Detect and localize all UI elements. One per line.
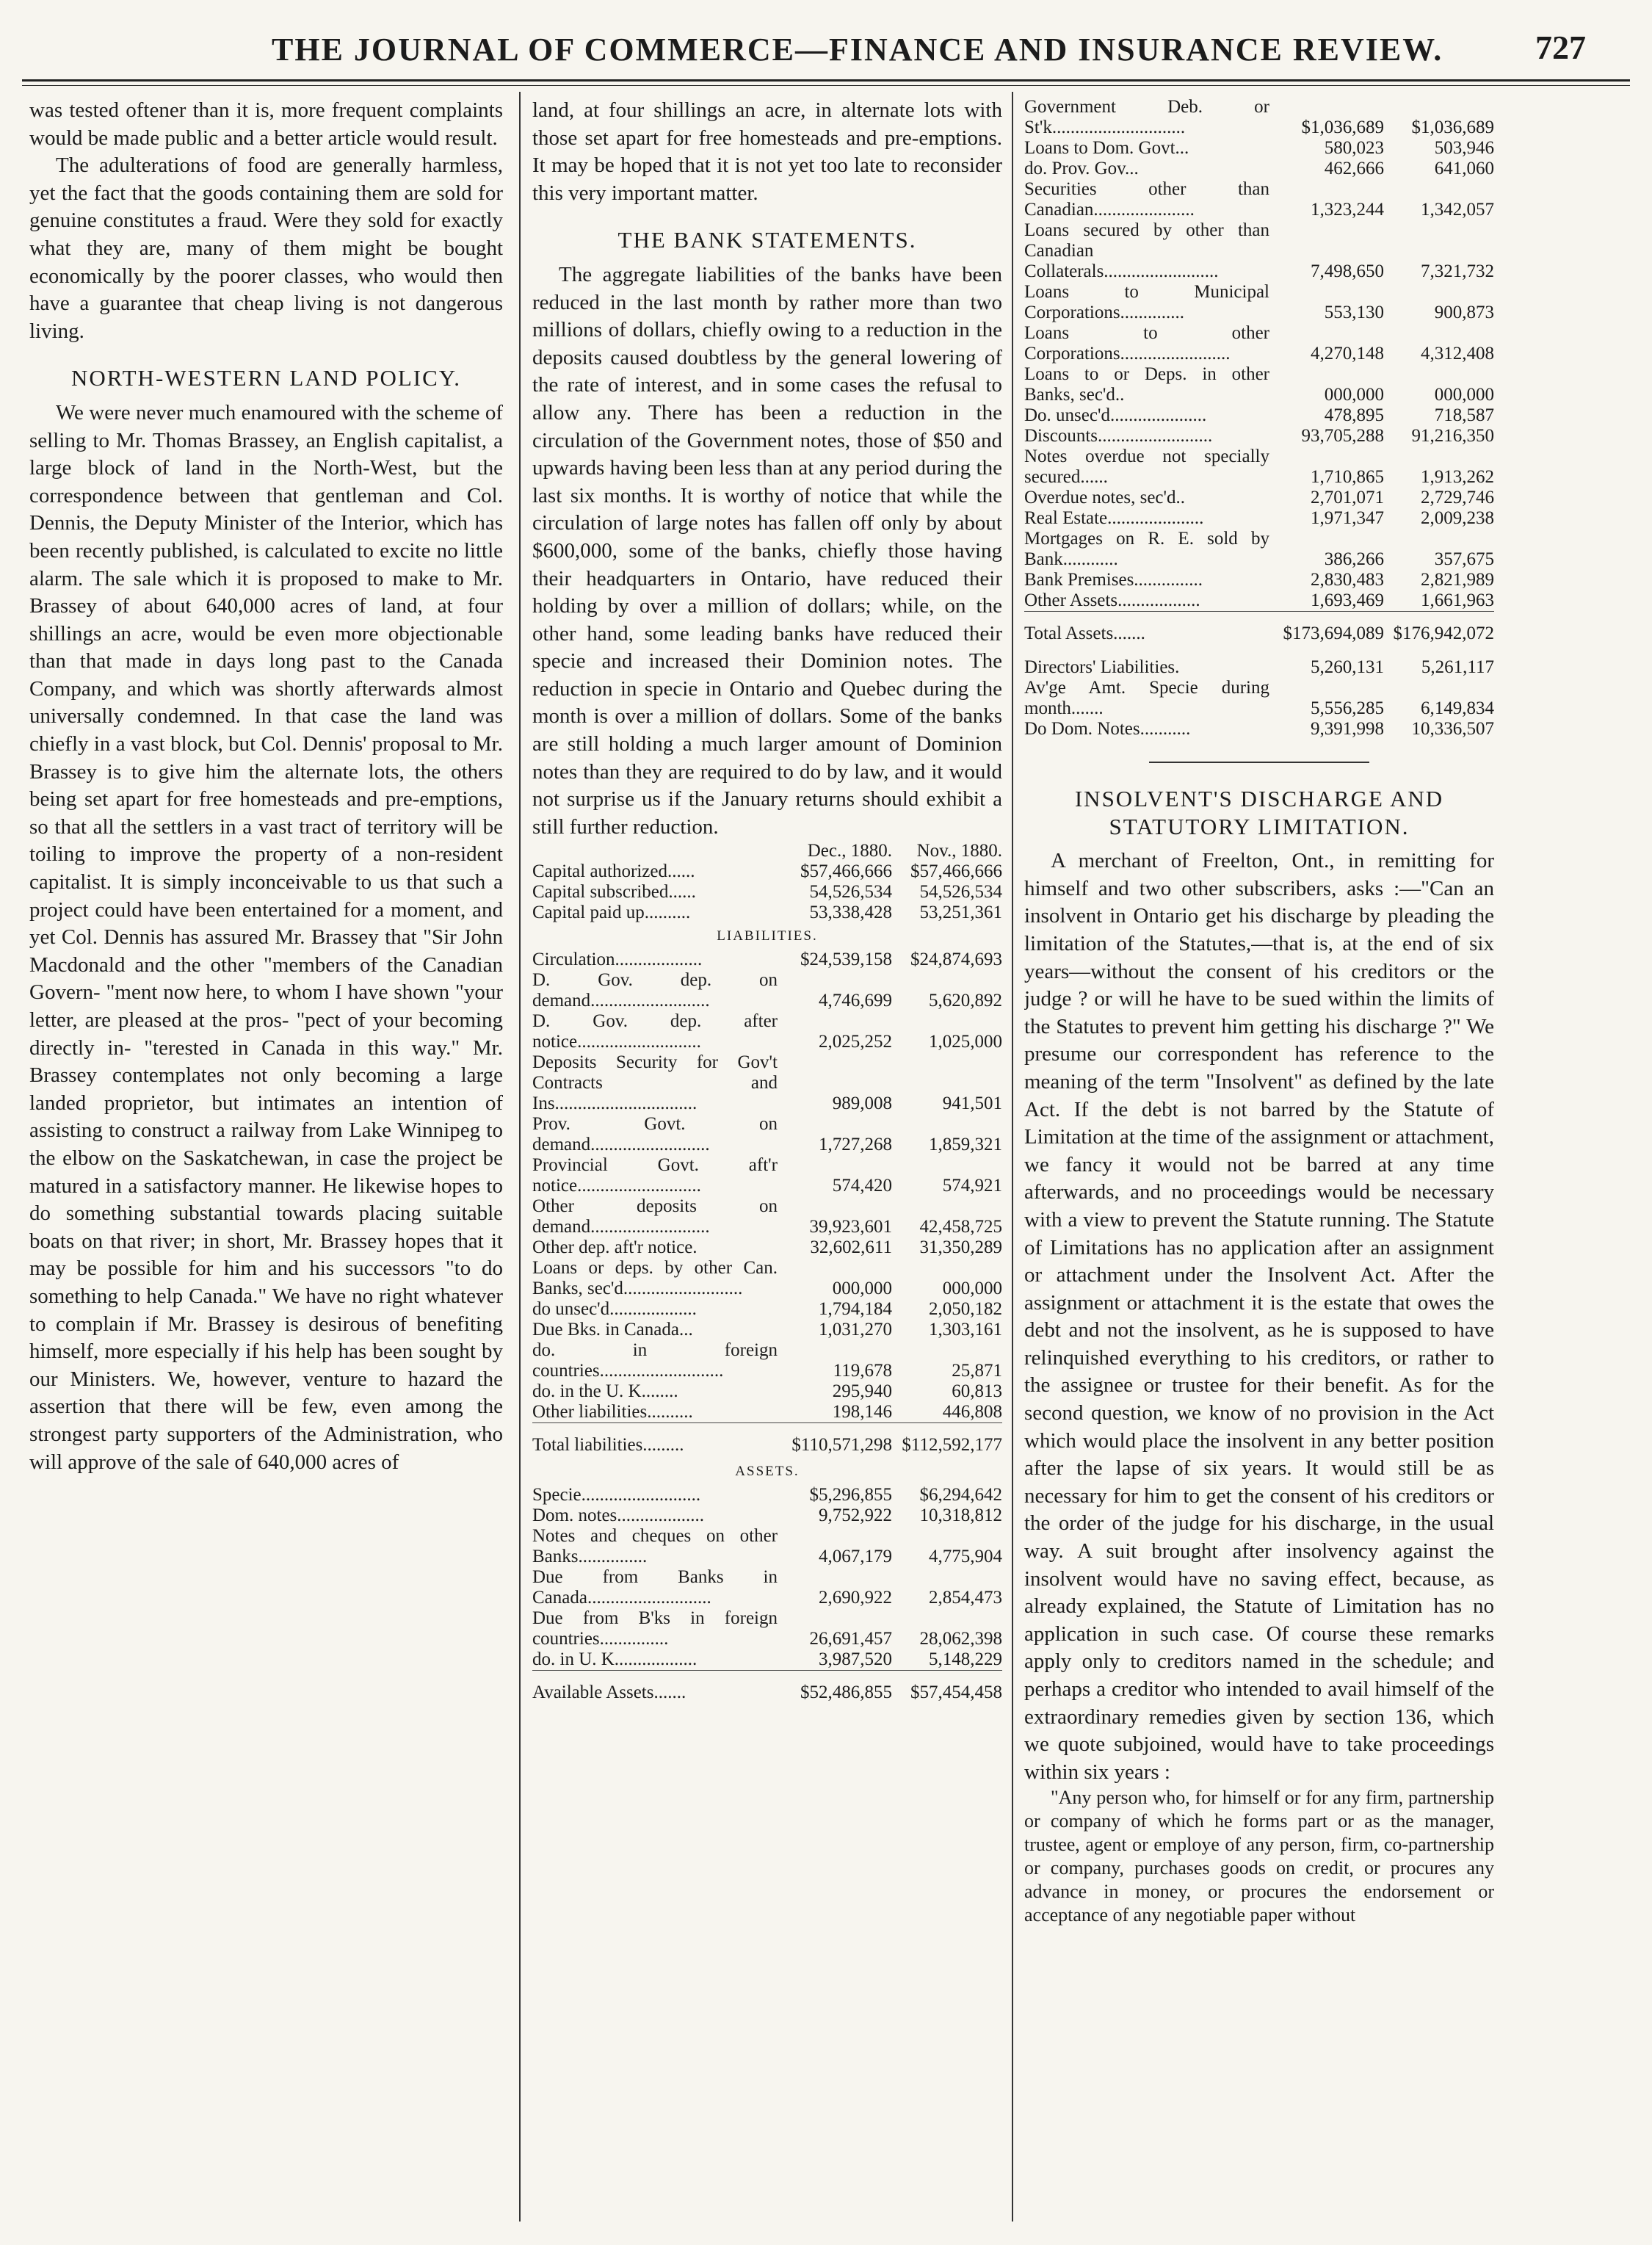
row-label: Government Deb. or St'k............................. bbox=[1024, 97, 1269, 137]
journal-title: THE JOURNAL OF COMMERCE—FINANCE AND INSURANCE REVIEW. bbox=[272, 32, 1443, 68]
value-nov: 91,216,350 bbox=[1411, 426, 1494, 446]
liabilities-heading: LIABILITIES. bbox=[717, 928, 818, 944]
column-1 bbox=[29, 97, 503, 2219]
value-nov: 446,808 bbox=[942, 1402, 1002, 1422]
value-dec: 3,987,520 bbox=[819, 1649, 892, 1670]
page-number: 727 bbox=[1535, 29, 1586, 66]
table-row bbox=[532, 1114, 1002, 1155]
row-label: Do Dom. Notes........... bbox=[1024, 719, 1191, 739]
value-dec: 4,270,148 bbox=[1311, 344, 1384, 364]
column-3 bbox=[1024, 97, 1494, 2219]
value-dec: 4,746,699 bbox=[819, 991, 892, 1011]
table-row bbox=[1024, 364, 1494, 405]
row-label: Prov. Govt. on demand.......................... bbox=[532, 1114, 778, 1155]
value-nov: 4,775,904 bbox=[929, 1547, 1002, 1567]
table-row bbox=[532, 1608, 1002, 1649]
row-label: Dom. notes................... bbox=[532, 1505, 705, 1526]
value-nov: 2,729,746 bbox=[1421, 488, 1494, 507]
value-dec: 553,130 bbox=[1324, 303, 1384, 322]
table-row bbox=[532, 1485, 1002, 1505]
table-row bbox=[532, 1155, 1002, 1196]
value-nov: 941,501 bbox=[942, 1093, 1002, 1114]
value-dec: 295,940 bbox=[832, 1381, 892, 1402]
row-label: D. Gov. dep. on demand.......................... bbox=[532, 970, 778, 1011]
value-nov: $6,294,642 bbox=[919, 1485, 1002, 1505]
value-nov: 1,859,321 bbox=[929, 1135, 1002, 1155]
asset-rows-a bbox=[532, 1485, 1002, 1671]
bank-statements-heading: THE BANK STATEMENTS. bbox=[617, 227, 917, 253]
table-row bbox=[1024, 447, 1494, 488]
row-label: Loans to other Corporations........................ bbox=[1024, 323, 1269, 364]
value-nov: 7,321,732 bbox=[1421, 261, 1494, 281]
table-row bbox=[532, 1381, 1002, 1402]
value-dec: 5,556,285 bbox=[1311, 698, 1384, 718]
row-label: Av'ge Amt. Specie during month....... bbox=[1024, 678, 1269, 718]
value-nov: 2,854,473 bbox=[929, 1588, 1002, 1608]
table-row bbox=[532, 1526, 1002, 1567]
value-dec: 478,895 bbox=[1324, 405, 1384, 425]
row-label: Loans or deps. by other Can. Banks, sec'd.......................... bbox=[532, 1258, 778, 1299]
value-dec: 1,693,469 bbox=[1311, 590, 1384, 610]
table-row bbox=[1024, 159, 1494, 179]
table-row bbox=[1024, 220, 1494, 282]
table-row bbox=[532, 1258, 1002, 1299]
value-dec: 580,023 bbox=[1324, 138, 1384, 158]
row-label: do. in U. K.................. bbox=[532, 1649, 698, 1670]
table-row bbox=[1024, 405, 1494, 426]
value-dec: 26,691,457 bbox=[809, 1629, 892, 1649]
value-nov: 42,458,725 bbox=[919, 1217, 1002, 1237]
value-dec: 1,794,184 bbox=[819, 1299, 892, 1320]
value-dec: 9,752,922 bbox=[819, 1505, 892, 1526]
table-column-headers bbox=[532, 841, 1002, 861]
value-nov: 2,821,989 bbox=[1421, 570, 1494, 590]
row-label: Due Bks. in Canada... bbox=[532, 1320, 693, 1340]
table-row bbox=[1024, 529, 1494, 570]
value-dec: 32,602,611 bbox=[810, 1237, 892, 1258]
row-label: Capital paid up.......... bbox=[532, 903, 691, 923]
value-dec: 119,678 bbox=[833, 1361, 892, 1381]
table-row bbox=[532, 1237, 1002, 1258]
table-row bbox=[532, 970, 1002, 1011]
row-label: Deposits Security for Gov't Contracts and Ins............................... bbox=[532, 1052, 778, 1114]
table-row bbox=[1024, 657, 1494, 678]
value-dec: 4,067,179 bbox=[819, 1547, 892, 1567]
extra-rows bbox=[1024, 657, 1494, 740]
value-nov: 900,873 bbox=[1434, 303, 1494, 322]
value-dec: 93,705,288 bbox=[1301, 426, 1384, 446]
adulteration-paragraph: The adulterations of food are generally harmless, yet the fact that the goods containing them are sold for genuine constitutes a fraud. Were they sold for exactly what they are, many of them might be bought economically by the poorer classes, who would then have a guarantee that cheap living is not dangerous living. bbox=[29, 153, 503, 343]
value-dec: $24,539,158 bbox=[800, 950, 892, 970]
row-label: do unsec'd................... bbox=[532, 1299, 697, 1320]
insolvent-heading: INSOLVENT'S DISCHARGE AND STATUTORY LIMITATION. bbox=[1074, 786, 1444, 839]
row-label: Other liabilities.......... bbox=[532, 1402, 693, 1422]
value-nov: $57,466,666 bbox=[910, 861, 1002, 882]
table-row bbox=[532, 861, 1002, 882]
bank-statement-table bbox=[532, 841, 1002, 1706]
table-row bbox=[532, 1052, 1002, 1114]
table-row bbox=[532, 1402, 1002, 1423]
value-dec: 1,031,270 bbox=[819, 1320, 892, 1340]
value-dec: 1,971,347 bbox=[1311, 508, 1384, 528]
value-dec: 989,008 bbox=[832, 1093, 892, 1114]
table-row bbox=[532, 950, 1002, 970]
value-dec: 1,710,865 bbox=[1311, 467, 1384, 487]
row-label: Securities other than Canadian...................... bbox=[1024, 179, 1269, 220]
value-dec: 000,000 bbox=[832, 1279, 892, 1299]
row-label: Loans to or Deps. in other Banks, sec'd.. bbox=[1024, 364, 1269, 405]
value-dec: $57,466,666 bbox=[800, 861, 892, 882]
value-nov: $24,874,693 bbox=[910, 950, 1002, 970]
table-row bbox=[532, 1011, 1002, 1052]
table-row bbox=[1024, 323, 1494, 364]
column-divider-2 bbox=[1012, 92, 1013, 2221]
value-nov: 2,050,182 bbox=[929, 1299, 1002, 1320]
row-label: Mortgages on R. E. sold by Bank............ bbox=[1024, 529, 1269, 569]
row-label: Other Assets.................. bbox=[1024, 590, 1200, 610]
row-label: do. in the U. K........ bbox=[532, 1381, 678, 1402]
value-nov: 357,675 bbox=[1434, 549, 1494, 569]
value-dec: 574,420 bbox=[832, 1176, 892, 1196]
column-nov-1880: Nov., 1880. bbox=[916, 841, 1002, 861]
capital-rows bbox=[532, 861, 1002, 923]
value-nov: 10,336,507 bbox=[1411, 719, 1494, 739]
header-rule-thin bbox=[22, 85, 1630, 86]
value-nov: 503,946 bbox=[1434, 138, 1494, 158]
row-label: Provincial Govt. aft'r notice........................... bbox=[532, 1155, 778, 1196]
row-label: Circulation................... bbox=[532, 950, 703, 970]
row-label: Loans to Dom. Govt... bbox=[1024, 138, 1189, 158]
value-nov: 28,062,398 bbox=[919, 1629, 1002, 1649]
row-label: Notes overdue not specially secured...... bbox=[1024, 447, 1269, 487]
row-label: Do. unsec'd..................... bbox=[1024, 405, 1207, 425]
value-dec: 2,690,922 bbox=[819, 1588, 892, 1608]
land-policy-continuation: land, at four shillings an acre, in alternate lots with those set apart for free homesteads and pre-emptions. It may be hoped that it is not yet too late to reconsider this very important matter. bbox=[532, 98, 1002, 205]
page-header bbox=[22, 16, 1630, 75]
value-nov: 10,318,812 bbox=[919, 1505, 1002, 1526]
value-nov: 25,871 bbox=[952, 1361, 1002, 1381]
value-nov: 53,251,361 bbox=[919, 903, 1002, 923]
table-row bbox=[532, 903, 1002, 923]
row-label: D. Gov. dep. after notice........................... bbox=[532, 1011, 778, 1052]
value-nov: 2,009,238 bbox=[1421, 508, 1494, 528]
header-rule bbox=[22, 79, 1630, 82]
row-label: Directors' Liabilities. bbox=[1024, 657, 1180, 677]
value-dec: 53,338,428 bbox=[809, 903, 892, 923]
row-label: Bank Premises............... bbox=[1024, 570, 1203, 590]
value-nov: 000,000 bbox=[942, 1279, 1002, 1299]
table-row bbox=[1024, 179, 1494, 220]
column-dec-1880: Dec., 1880. bbox=[807, 841, 892, 861]
table-row bbox=[532, 1299, 1002, 1320]
value-nov: 1,025,000 bbox=[929, 1032, 1002, 1052]
value-nov: 54,526,534 bbox=[919, 882, 1002, 903]
row-label: Due from B'ks in foreign countries............... bbox=[532, 1608, 778, 1649]
value-dec: $1,036,689 bbox=[1301, 118, 1384, 137]
value-dec: 7,498,650 bbox=[1311, 261, 1384, 281]
total-liabilities-row: Total liabilities......... $110,571,298 $112,592,177 bbox=[532, 1423, 1002, 1459]
table-row bbox=[1024, 138, 1494, 159]
value-nov: 1,303,161 bbox=[929, 1320, 1002, 1340]
table-row bbox=[1024, 678, 1494, 719]
section-divider bbox=[1149, 762, 1369, 763]
row-label: Other dep. aft'r notice. bbox=[532, 1237, 698, 1258]
statute-quote: "Any person who, for himself or for any firm, partnership or company of which he forms part or as the manager, trustee, agent or employe of any person, firm, co-partnership or company, purchases goods on credit, or procures any advance in money, or procures the endorsement or acceptance of any negotiable paper without bbox=[1024, 1787, 1494, 1926]
value-nov: 718,587 bbox=[1434, 405, 1494, 425]
row-label: Notes and cheques on other Banks............... bbox=[532, 1526, 778, 1567]
row-label: Capital authorized...... bbox=[532, 861, 695, 882]
table-row bbox=[532, 882, 1002, 903]
value-dec: 2,025,252 bbox=[819, 1032, 892, 1052]
value-nov: $1,036,689 bbox=[1411, 118, 1494, 137]
value-nov: 1,342,057 bbox=[1421, 200, 1494, 220]
row-label: Specie.......................... bbox=[532, 1485, 701, 1505]
row-label: Loans secured by other than Canadian Collaterals......................... bbox=[1024, 220, 1269, 281]
table-row bbox=[1024, 590, 1494, 612]
value-dec: 39,923,601 bbox=[809, 1217, 892, 1237]
table-row bbox=[1024, 508, 1494, 529]
bank-statement-table-continued bbox=[1024, 97, 1494, 740]
value-dec: 386,266 bbox=[1324, 549, 1384, 569]
land-policy-paragraph: We were never much enamoured with the scheme of selling to Mr. Thomas Brassey, an English capitalist, a large block of land in the North-West, but the correspondence between that gentleman and Col. Dennis, the Deputy Minister of the Interior, which has been recently published, is calculated to excite no little alarm. The sale which it is proposed to make to Mr. Brassey of about 640,000 acres of land, at four shillings an acre, would be even more objectionable than that made in days long past to the Canada Company, and which was shortly afterwards almost universally condemned. In that case the land was chiefly in a vast block, but Col. Dennis' proposal to Mr. Brassey is to give him the alternate lots, the others being set apart for free homesteads and pre-emptions, so that all the settlers in a vast tract of territory will be toiling to improve the property of a non-resident capitalist. It is simply inconceivable to us that such a project could have been entertained for a moment, and yet Col. Dennis has assured Mr. Brassey that "Sir John Macdonald and the other "members of the Canadian Govern- "ment now here, to whom I have shown "your letter, are pleased at the pros- "pect of your becoming directly in- "terested in Canada in this way." Mr. Brassey contemplates not only becoming a large landed proprietor, but intimates an intention of assisting to construct a railway from Lake Winnipeg to the elbow on the Saskatchewan, in case the project be matured in a satisfactory manner. He likewise hopes to do something substantial towards placing suitable boats on that river; in short, Mr. Brassey hopes that it may be possible for him and his successors "to do something to help Canada." We have no right whatever to complain if Mr. Brassey is desirous of benefiting himself, more especially if his help has been sought by our Ministers. We, however, venture to hazard the assertion that there will be few, even among the strongest party supporters of the Administration, who will approve of the sale of 640,000 acres of bbox=[29, 400, 503, 1474]
table-row bbox=[1024, 719, 1494, 740]
value-dec: 1,727,268 bbox=[819, 1135, 892, 1155]
value-nov: 1,913,262 bbox=[1421, 467, 1494, 487]
value-nov: 5,261,117 bbox=[1421, 657, 1494, 677]
bank-statements-paragraph: The aggregate liabilities of the banks have been reduced in the last month by rather more than two millions of dollars, chiefly owing to a reduction in the deposits caused doubtless by the general lowering of the rate of interest, and in some cases the refusal to allow any. There has been a reduction in the circulation of the Government notes, those of $50 and upwards having been less than at any period during the last six months. It is worthy of notice that while the circulation of large notes has fallen off only by about $600,000, some of the banks, chiefly those having their headquarters in Ontario, have reduced their holding by over a million of dollars; while, on the other hand, some leading banks have reduced their specie and increased their Dominion notes. The reduction in specie in Ontario and Quebec during the month is over a million of dollars. Some of the banks are still holding a much larger amount of Dominion notes than they are required to do by law, and it would not surprise us if the January returns should exhibit a still further reduction. bbox=[532, 262, 1002, 839]
value-dec: 54,526,534 bbox=[809, 882, 892, 903]
land-policy-heading: NORTH-WESTERN LAND POLICY. bbox=[71, 365, 461, 391]
row-label: Real Estate..................... bbox=[1024, 508, 1204, 528]
value-dec: $5,296,855 bbox=[809, 1485, 892, 1505]
total-assets-row: Total Assets....... $173,694,089 $176,942,072 bbox=[1024, 612, 1494, 648]
value-dec: 2,830,483 bbox=[1311, 570, 1384, 590]
value-dec: 2,701,071 bbox=[1311, 488, 1384, 507]
row-label: do. in foreign countries........................... bbox=[532, 1340, 778, 1381]
table-row bbox=[1024, 488, 1494, 508]
row-label: Due from Banks in Canada........................... bbox=[532, 1567, 778, 1608]
column-2 bbox=[532, 97, 1002, 2219]
table-row bbox=[532, 1505, 1002, 1526]
value-dec: 198,146 bbox=[832, 1402, 892, 1422]
row-label: Other deposits on demand.......................... bbox=[532, 1196, 778, 1237]
value-nov: 31,350,289 bbox=[919, 1237, 1002, 1258]
value-nov: 5,620,892 bbox=[929, 991, 1002, 1011]
value-nov: 000,000 bbox=[1434, 385, 1494, 405]
value-dec: 1,323,244 bbox=[1311, 200, 1384, 220]
value-nov: 6,149,834 bbox=[1421, 698, 1494, 718]
liability-rows bbox=[532, 950, 1002, 1423]
table-row bbox=[532, 1320, 1002, 1340]
row-label: Loans to Municipal Corporations.............. bbox=[1024, 282, 1269, 322]
available-assets-row: Available Assets....... $52,486,855 $57,454,458 bbox=[532, 1671, 1002, 1707]
value-nov: 641,060 bbox=[1434, 159, 1494, 178]
row-label: Discounts......................... bbox=[1024, 426, 1213, 446]
value-nov: 60,813 bbox=[952, 1381, 1002, 1402]
value-nov: 5,148,229 bbox=[929, 1649, 1002, 1670]
row-label: Capital subscribed...... bbox=[532, 882, 696, 903]
value-nov: 574,921 bbox=[942, 1176, 1002, 1196]
insolvent-paragraph: A merchant of Freelton, Ont., in remitting for himself and two other subscribers, asks :—"Can an insolvent in Ontario get his discharge by pleading the limitation of the Statutes,—that is, at the end of six years—without the consent of his creditors or the judge ? or will he have to be sued within the limits of the Statutes to prevent him getting his discharge ?" We presume our correspondent has reference to the meaning of the term "Insolvent" as defined by the late Act. If the debt is not barred by the Statute of Limitation at the time of the assignment or attachment, we fancy it would not be barred at any time afterwards, and no proceedings would be necessary with a view to prevent the Statute running. The Statute of Limitations has no application after an assignment or attachment under the Insolvent Act. After the assignment or attachment it is the estate that owes the debt and not the insolvent, as he is supposed to have relinquished everything to his creditors, or rather to the assignee or trustee for their benefit. As for the second question, we know of no provision in the Act which would place the insolvent in any better position after the lapse of six years. It would still be as necessary for him to get the consent of his creditors or the order of the judge for his discharge, in the usual way. A suit brought after insolvency against the insolvent would have no saving effect, because, as already explained, the Statute of Limitation has no application in such case. Of course these remarks apply only to creditors named in the schedule; and perhaps a creditor who intended to avail himself of the extraordinary remedies given by section 136, which we quote subjoined, would have to take proceedings within six years : bbox=[1024, 849, 1494, 1784]
value-nov: 1,661,963 bbox=[1421, 590, 1494, 610]
value-dec: 462,666 bbox=[1324, 159, 1384, 178]
value-nov: 4,312,408 bbox=[1421, 344, 1494, 364]
table-row bbox=[532, 1196, 1002, 1237]
value-dec: 5,260,131 bbox=[1311, 657, 1384, 677]
table-row bbox=[532, 1567, 1002, 1608]
table-row bbox=[532, 1649, 1002, 1671]
value-dec: 000,000 bbox=[1324, 385, 1384, 405]
table-row bbox=[532, 1340, 1002, 1381]
article-continuation: was tested oftener than it is, more frequent complaints would be made public and a better article would result. bbox=[29, 98, 503, 150]
table-row bbox=[1024, 426, 1494, 447]
table-row bbox=[1024, 570, 1494, 590]
row-label: Overdue notes, sec'd.. bbox=[1024, 488, 1186, 507]
asset-rows-b bbox=[1024, 97, 1494, 612]
table-row bbox=[1024, 282, 1494, 323]
row-label: do. Prov. Gov... bbox=[1024, 159, 1139, 178]
table-row bbox=[1024, 97, 1494, 138]
column-divider-1 bbox=[519, 92, 521, 2221]
assets-heading: ASSETS. bbox=[735, 1464, 800, 1480]
value-dec: 9,391,998 bbox=[1311, 719, 1384, 739]
